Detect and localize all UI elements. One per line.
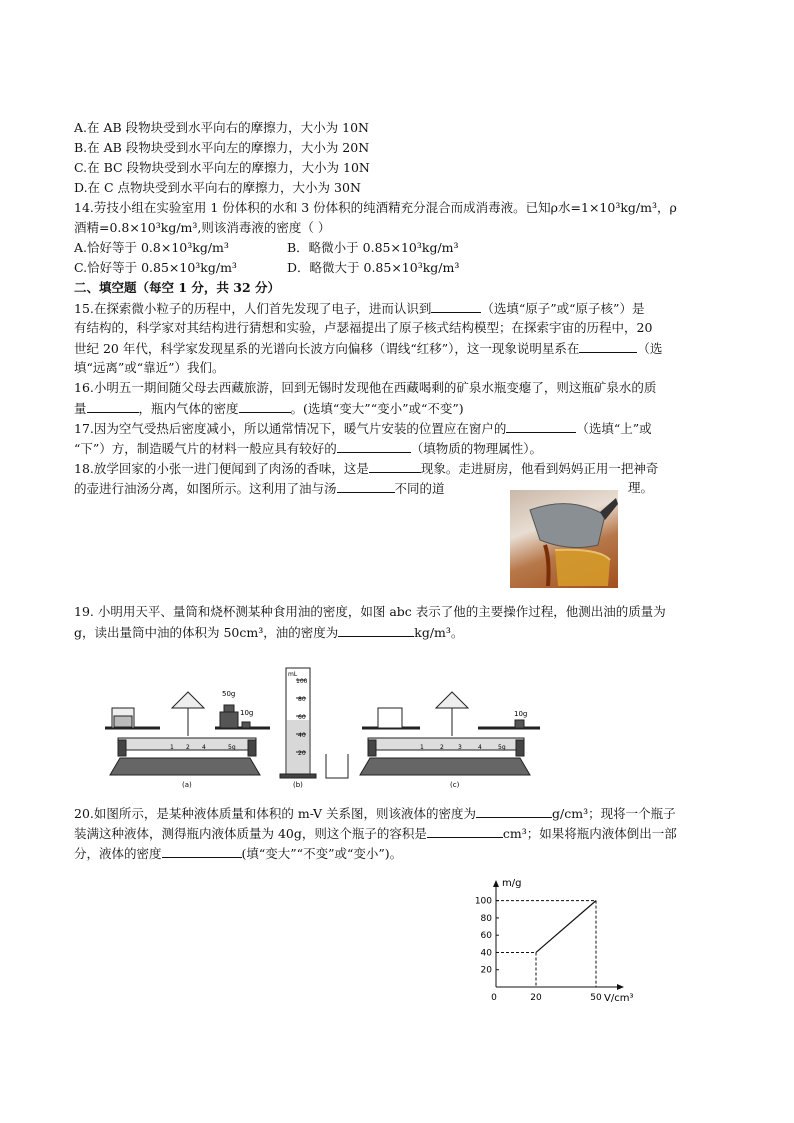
q13-option-d: D.在 C 点物块受到水平向右的摩擦力，大小为 30N [74,180,361,195]
cylinder-tick-100: 100 [296,678,308,685]
q17-line2: “下”）方，制造暖气片的材料一般应具有较好的 （填物质的物理属性）。 [74,441,543,456]
q18-line2-tail: 理。 [628,480,654,495]
q13-option-c: C.在 BC 段物块受到水平向左的摩擦力，大小为 10N [74,160,370,175]
q20-blank-1[interactable] [476,805,552,818]
q14-option-b: B．略微小于 0.85×10³kg/m³ [287,240,459,255]
cylinder-unit-label: mL [288,671,298,678]
scale-num-4c: 4 [478,744,482,751]
x-tick-label: 0 [491,993,497,1003]
balance-a [105,692,270,775]
mass-50g-label: 50g [222,690,236,698]
q20-line1: 20.如图所示，是某种液体质量和体积的 m-V 关系图，则该液体的密度为 g/cm³；现将一个瓶子 [74,806,676,821]
q18-line2: 的壶进行油汤分离，如图所示。这利用了油与汤 不同的道 [74,481,445,496]
scale-num-2c: 2 [440,744,444,751]
figure-label-b: (b) [293,781,303,789]
q15-line1: 15.在探索微小粒子的历程中，人们首先发现了电子，进而认识到 （选填“原子”或“原子核”）是 [74,301,645,316]
q15-line2: 有结构的，科学家对其结构进行猜想和实验，卢瑟福提出了原子核式结构模型；在探索宇宙的历程中，20 [74,320,653,335]
q14-stem-line1: 14.劳技小组在实验室用 1 份体积的水和 3 份体积的纯酒精充分混合而成消毒液。已知ρ水=1×10³kg/m³，ρ [74,200,677,215]
y-axis-arrow-icon [493,880,499,887]
scale-num-5a: 5g [228,744,236,751]
y-tick-label: 20 [480,965,492,976]
q17-blank-2[interactable] [337,440,411,453]
figure-label-c: (c) [450,781,460,789]
y-tick-label: 100 [474,896,492,907]
series-line [536,901,596,953]
q20-line3: 分，液体的密度 (填“变大”“不变”或“变小”)。 [74,846,403,861]
x-axis-arrow-icon [617,984,624,990]
q17-line1: 17.因为空气受热后密度减小，所以通常情况下，暖气片安装的位置应在窗户的 （选填“上”或 [74,421,652,436]
x-tick-label: 20 [530,993,542,1003]
scale-num-1c: 1 [420,744,424,751]
scale-num-5c: 5g [498,744,506,751]
mass-volume-chart [470,878,634,1004]
chart-axes [475,880,624,1003]
q20-blank-2[interactable] [427,825,503,838]
cylinder-tick-80: 80 [298,696,306,703]
x-axis-label: V/cm³ [604,993,634,1004]
scale-num-3c: 3 [458,744,462,751]
oil-separator-pot-icon [510,490,618,588]
scale-num-1a: 1 [170,744,174,751]
q18-line1: 18.放学回家的小张一进门便闻到了肉汤的香味，这是 现象。走进厨房，他看到妈妈正用一把神奇 [74,461,659,476]
oil-soup-separator-photo [510,490,618,588]
q14-option-a: A.恰好等于 0.8×10³kg/m³ [74,240,229,255]
q14-option-d: D．略微大于 0.85×10³kg/m³ [287,260,460,275]
q19-line1: 19. 小明用天平、量筒和烧杯测某种食用油的密度，如图 abc 表示了他的主要操作过程，他测出油的质量为 [74,604,666,619]
scale-num-4a: 4 [202,744,206,751]
y-tick-label: 80 [480,913,492,924]
y-tick-label: 40 [480,948,492,959]
balance-experiment-figure [100,660,550,790]
q15-line3: 世纪 20 年代，科学家发现星系的光谱向长波方向偏移（谓线“红移”），这一现象说明星系在 （选 [74,341,663,356]
q14-option-c: C.恰好等于 0.85×10³kg/m³ [74,260,237,275]
figure-label-a: (a) [182,781,192,789]
q19-line2: g，读出量筒中油的体积为 50cm³，油的密度为 kg/m³。 [74,625,464,640]
cylinder-tick-40: 40 [298,732,306,739]
q16-blank-1[interactable] [87,400,139,413]
scale-num-2a: 2 [186,744,190,751]
q15-blank-1[interactable] [431,300,481,313]
q13-option-b: B.在 AB 段物块受到水平向左的摩擦力，大小为 20N [74,140,370,155]
y-axis-label: m/g [502,878,522,889]
mass-10g-label-a: 10g [240,709,254,717]
cylinder-tick-20: 20 [298,750,306,757]
q16-line1: 16.小明五一期间随父母去西藏旅游，回到无锡时发现他在西藏喝剩的矿泉水瓶变瘪了，则这瓶矿泉水的质 [74,380,657,395]
balance-c [360,692,540,775]
cylinder-tick-60: 60 [298,714,306,721]
x-tick-label: 50 [590,993,602,1003]
q19-blank-1[interactable] [338,624,414,637]
q18-blank-1[interactable] [369,460,421,473]
q16-blank-2[interactable] [239,400,291,413]
q15-blank-2[interactable] [579,340,637,353]
measuring-cylinder [280,668,348,778]
q18-blank-2[interactable] [337,480,395,493]
q20-line2: 装满这种液体，测得瓶内液体质量为 40g，则这个瓶子的容积是 cm³；如果将瓶内液体倒出一部 [74,826,677,841]
q14-stem-line2: 酒精=0.8×10³kg/m³,则该消毒液的密度（ ） [74,220,331,235]
q20-blank-3[interactable] [162,845,242,858]
q16-line2: 量 ，瓶内气体的密度 。(选填“变大”“变小”或“不变”) [74,401,464,416]
q13-option-a: A.在 AB 段物块受到水平向右的摩擦力，大小为 10N [74,120,369,135]
q17-blank-1[interactable] [506,420,576,433]
q15-line4: 填“远离”或“靠近”）我们。 [74,360,225,375]
section-title: 二、填空题（每空 1 分，共 32 分） [74,280,281,295]
mass-10g-label-b: 10g [514,710,528,718]
y-tick-label: 60 [480,931,492,942]
